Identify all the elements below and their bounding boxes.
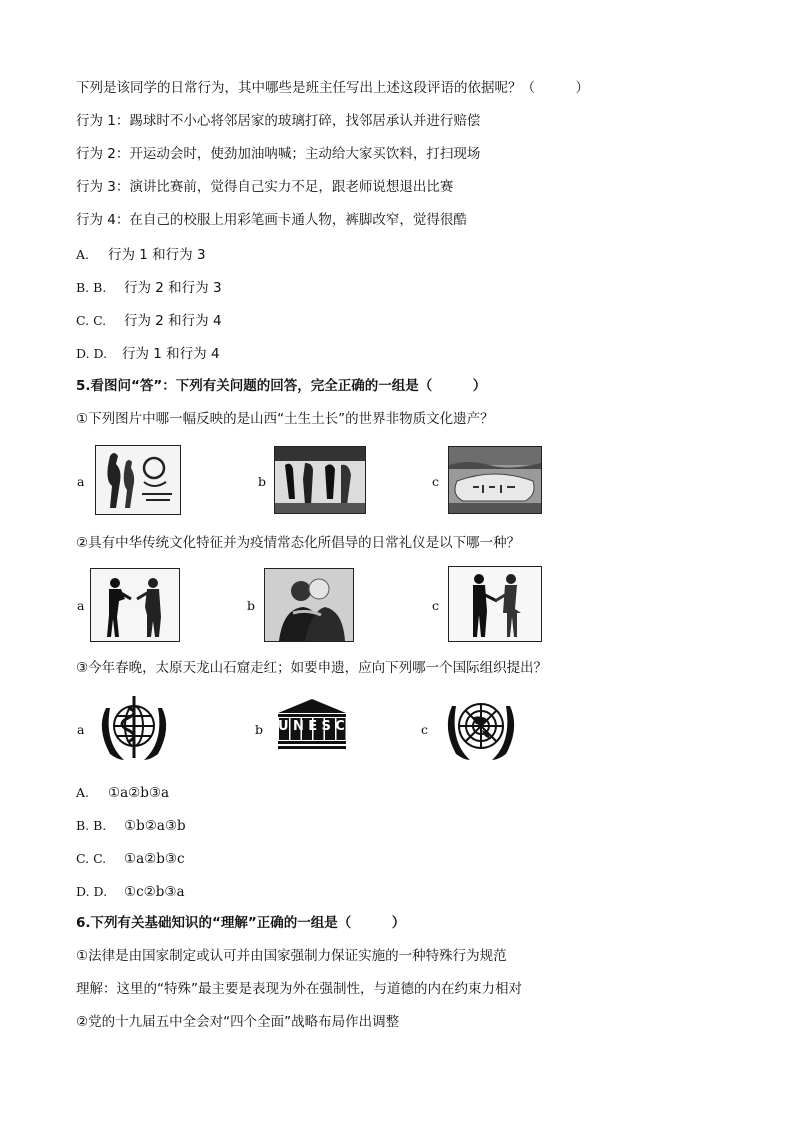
q5-sub1: ①下列图片中哪一幅反映的是山西“土生土长”的世界非物质文化遗产？ bbox=[76, 411, 494, 427]
q4-behavior-2: 行为 2：开运动会时，使劲加油呐喊；主动给大家买饮料，打扫现场 bbox=[76, 146, 481, 162]
handshake-greeting-image[interactable] bbox=[448, 566, 542, 642]
q4-option-b[interactable] bbox=[76, 279, 222, 297]
q4-behavior-4: 行为 4：在自己的校服上用彩笔画卡通人物，裤脚改窄，觉得很酷 bbox=[76, 212, 467, 228]
q5-stem: 5.看图问“答”：下列有关问题的回答，完全正确的一组是（ ） bbox=[76, 378, 487, 394]
un-emblem-icon bbox=[438, 692, 524, 766]
q4-stem: 下列是该同学的日常行为，其中哪些是班主任写出上述这段评语的依据呢？（ ） bbox=[76, 80, 589, 96]
q5-sub2: ②具有中华传统文化特征并为疫情常态化所倡导的日常礼仪是以下哪一种？ bbox=[76, 535, 521, 551]
q4-option-c[interactable] bbox=[76, 312, 222, 330]
q4-option-d-prefix: D. D. bbox=[76, 346, 108, 361]
bowing-people-icon bbox=[91, 569, 179, 641]
shadow-puppet-icon bbox=[275, 447, 365, 513]
hugging-people-icon bbox=[265, 569, 353, 641]
q6-item1: ①法律是由国家制定或认可并由国家强制力保证实施的一种特殊行为规范 bbox=[76, 948, 507, 964]
q4-option-a-prefix: A. bbox=[76, 247, 90, 262]
q4-behavior-1: 行为 1：踢球时不小心将邻居家的玻璃打碎，找邻居承认并进行赔偿 bbox=[76, 113, 481, 129]
unesco-wordmark: UNESCO bbox=[278, 719, 365, 734]
q5-option-c-text: ①a②b③c bbox=[124, 851, 185, 867]
q5-option-a[interactable] bbox=[76, 784, 169, 802]
q4-option-b-prefix: B. B. bbox=[76, 280, 107, 295]
unesco-emblem[interactable] bbox=[276, 697, 365, 749]
q5-option-b[interactable] bbox=[76, 817, 186, 835]
hugging-greeting-image[interactable] bbox=[264, 568, 354, 642]
q6-item2: ②党的十九届五中全会对“四个全面”战略布局作出调整 bbox=[76, 1014, 400, 1030]
q5-row2-label-a: a bbox=[77, 598, 85, 613]
q4-option-d[interactable] bbox=[76, 345, 220, 363]
q4-option-c-prefix: C. C. bbox=[76, 313, 107, 328]
shadow-play-image[interactable] bbox=[274, 446, 366, 514]
bowing-greeting-image[interactable] bbox=[90, 568, 180, 642]
q5-sub3: ③今年春晚，太原天龙山石窟走红；如要申遗，应向下列哪一个国际组织提出？ bbox=[76, 660, 548, 676]
q5-row3-label-b: b bbox=[255, 722, 264, 737]
q5-row1-label-c: c bbox=[432, 474, 440, 489]
stone-inscription-image[interactable] bbox=[448, 446, 542, 514]
handshake-people-icon bbox=[449, 567, 541, 641]
q5-row3-label-c: c bbox=[421, 722, 429, 737]
q5-option-d-prefix: D. D. bbox=[76, 884, 108, 899]
paper-cut-figures-icon bbox=[96, 446, 180, 514]
q5-option-a-prefix: A. bbox=[76, 785, 90, 800]
q4-behavior-3: 行为 3：演讲比赛前，觉得自己实力不足，跟老师说想退出比赛 bbox=[76, 179, 454, 195]
stone-tablet-icon bbox=[449, 447, 541, 513]
q5-option-c-prefix: C. C. bbox=[76, 851, 107, 866]
q5-option-c[interactable] bbox=[76, 850, 185, 868]
q5-row1-label-a: a bbox=[77, 474, 85, 489]
q5-option-d-text: ①c②b③a bbox=[124, 884, 185, 900]
q5-option-b-prefix: B. B. bbox=[76, 818, 107, 833]
q4-option-b-text: 行为 2 和行为 3 bbox=[124, 280, 222, 296]
un-emblem[interactable] bbox=[438, 692, 524, 766]
who-emblem-icon bbox=[92, 692, 176, 766]
q6-stem: 6.下列有关基础知识的“理解”正确的一组是（ ） bbox=[76, 915, 406, 931]
q5-row1-label-b: b bbox=[258, 474, 267, 489]
q4-option-a-text: 行为 1 和行为 3 bbox=[108, 247, 206, 263]
q5-option-a-text: ①a②b③a bbox=[108, 785, 170, 801]
q5-row3-label-a: a bbox=[77, 722, 85, 737]
who-emblem[interactable] bbox=[92, 692, 176, 766]
q5-row2-label-b: b bbox=[247, 598, 256, 613]
paper-cut-image[interactable] bbox=[95, 445, 181, 515]
q4-option-a[interactable] bbox=[76, 246, 206, 264]
q5-option-b-text: ①b②a③b bbox=[124, 818, 186, 834]
q5-row2-label-c: c bbox=[432, 598, 440, 613]
q5-option-d[interactable] bbox=[76, 883, 185, 901]
q6-item1-explanation: 理解：这里的“特殊”最主要是表现为外在强制性，与道德的内在约束力相对 bbox=[76, 981, 522, 997]
q4-option-c-text: 行为 2 和行为 4 bbox=[124, 313, 222, 329]
q4-option-d-text: 行为 1 和行为 4 bbox=[122, 346, 220, 362]
